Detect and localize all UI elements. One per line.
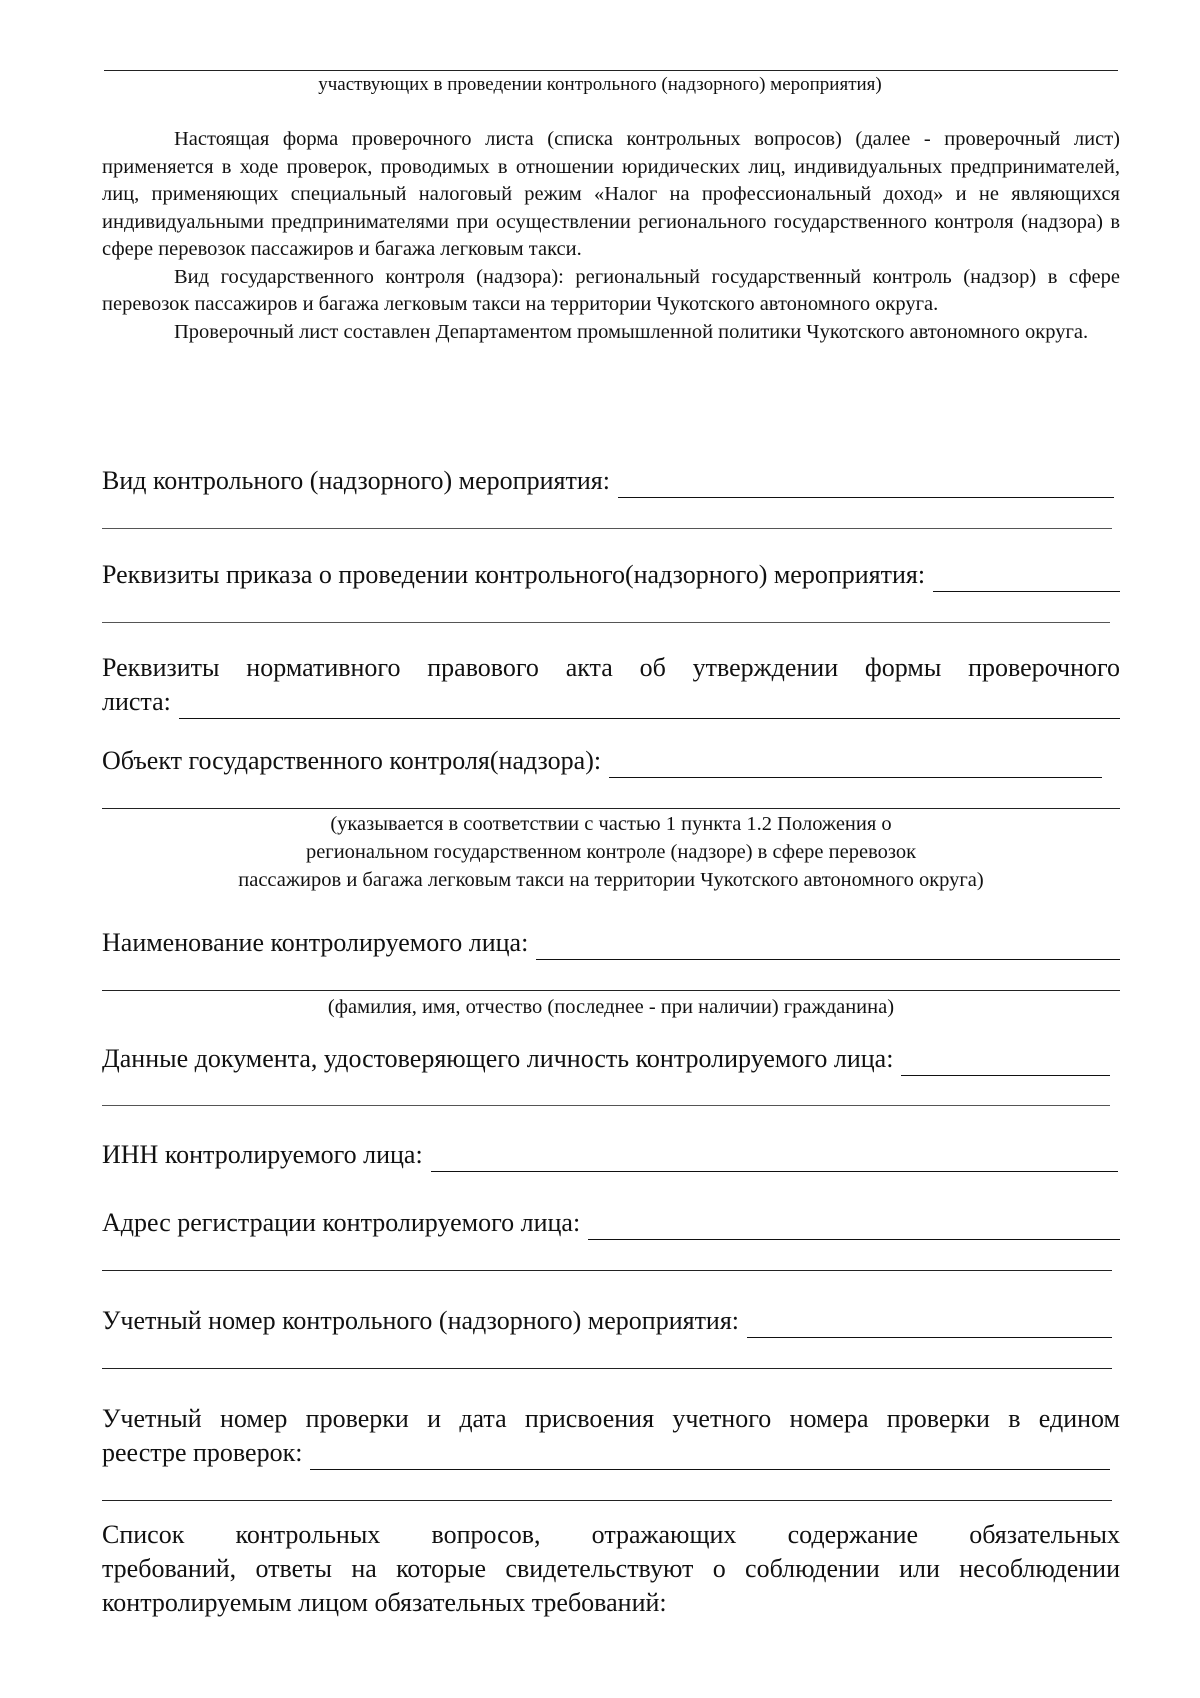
inspection-number-fill-line[interactable] [310,1443,1110,1470]
intro-section [102,126,1120,346]
field-identity-document [102,1042,1120,1076]
field-normative-act-label-1: Реквизиты нормативного правового акта об утверждении формы проверочного [102,653,1120,682]
field-registration-address [102,1206,1120,1240]
field-order-details [102,558,1120,592]
control-object-note-line-2: региональном государственном контроле (надзоре) в сфере перевозок [305,841,917,863]
controlled-person-note: (фамилия, имя, отчество (последнее - при наличии) гражданина) [327,996,895,1018]
event-record-number-fill-line[interactable] [747,1311,1112,1338]
order-details-fill-line[interactable] [933,565,1120,592]
normative-act-fill-line[interactable] [179,692,1120,719]
inn-fill-line[interactable] [431,1145,1118,1172]
field-inn-label: ИНН контролируемого лица: [102,1140,423,1169]
field-inspection-number [102,1402,1120,1470]
field-control-object [102,744,1120,778]
header-caption: участвующих в проведении контрольного (надзорного) мероприятия) [318,74,882,95]
questions-intro-line-3: контролируемым лицом обязательных требований: [102,1588,667,1617]
registration-address-fill-line[interactable] [588,1213,1120,1240]
field-control-object-label: Объект государственного контроля(надзора): [102,746,602,775]
event-type-continuation-line[interactable] [102,528,1112,529]
field-event-record-number [102,1304,1120,1338]
control-object-note-line-3: пассажиров и багажа легковым такси на территории Чукотского автономного округа) [238,869,984,891]
registration-address-continuation-line[interactable] [102,1270,1112,1271]
control-object-continuation-line[interactable] [102,808,1120,809]
identity-document-fill-line[interactable] [901,1049,1110,1076]
field-event-type [102,464,1120,498]
field-normative-act [102,651,1120,719]
control-object-note [102,810,1120,894]
field-identity-document-label: Данные документа, удостоверяющего личность контролируемого лица: [102,1044,894,1073]
questions-intro-line-1: Список контрольных вопросов, отражающих содержание обязательных [102,1520,1120,1549]
field-registration-address-label: Адрес регистрации контролируемого лица: [102,1208,581,1237]
field-event-type-label: Вид контрольного (надзорного) мероприятия: [102,466,610,495]
field-inspection-number-label-2: реестре проверок: [102,1438,303,1467]
field-order-details-label: Реквизиты приказа о проведении контрольного(надзорного) мероприятия: [102,560,926,589]
intro-paragraph-2: Вид государственного контроля (надзора): региональный государственный контроль (надзор) в сфере перевозок пассажиров и багажа легковым такси на территории Чукотского автономного округа. [102,265,1120,315]
field-normative-act-label-2: листа: [102,687,171,716]
event-type-fill-line[interactable] [618,471,1114,498]
intro-paragraph-1: Настоящая форма проверочного листа (списка контрольных вопросов) (далее - проверочный лист) применяется в ходе проверок, проводимых в отношении юридических лиц, индивидуальных предпринимателей, лиц, применяющих специальный налоговый режим «Налог на профессиональный доход» и не являющихся индивидуальными предпринимателями при осуществлении регионального государственного контроля (надзора) в сфере перевозок пассажиров и багажа легковым такси. [102,128,1120,260]
field-inn [102,1138,1120,1172]
controlled-person-name-fill-line[interactable] [536,933,1120,960]
identity-document-continuation-line[interactable] [102,1105,1110,1106]
top-rule [104,70,1118,71]
controlled-person-name-continuation-line[interactable] [102,990,1120,991]
control-object-fill-line[interactable] [609,751,1102,778]
questions-intro-line-2: требований, ответы на которые свидетельствуют о соблюдении или несоблюдении [102,1554,1120,1583]
order-details-continuation-line[interactable] [102,622,1110,623]
event-record-number-continuation-line[interactable] [102,1368,1112,1369]
inspection-number-continuation-line[interactable] [102,1500,1112,1501]
field-controlled-person-name-label: Наименование контролируемого лица: [102,928,529,957]
control-object-note-line-1: (указывается в соответствии с частью 1 пункта 1.2 Положения о [330,813,892,835]
field-event-record-number-label: Учетный номер контрольного (надзорного) мероприятия: [102,1306,740,1335]
intro-paragraph-3: Проверочный лист составлен Департаментом промышленной политики Чукотского автономного округа. [174,320,1089,343]
questions-intro [102,1518,1120,1620]
field-inspection-number-label-1: Учетный номер проверки и дата присвоения учетного номера проверки в едином [102,1404,1120,1433]
field-controlled-person-name [102,926,1120,960]
